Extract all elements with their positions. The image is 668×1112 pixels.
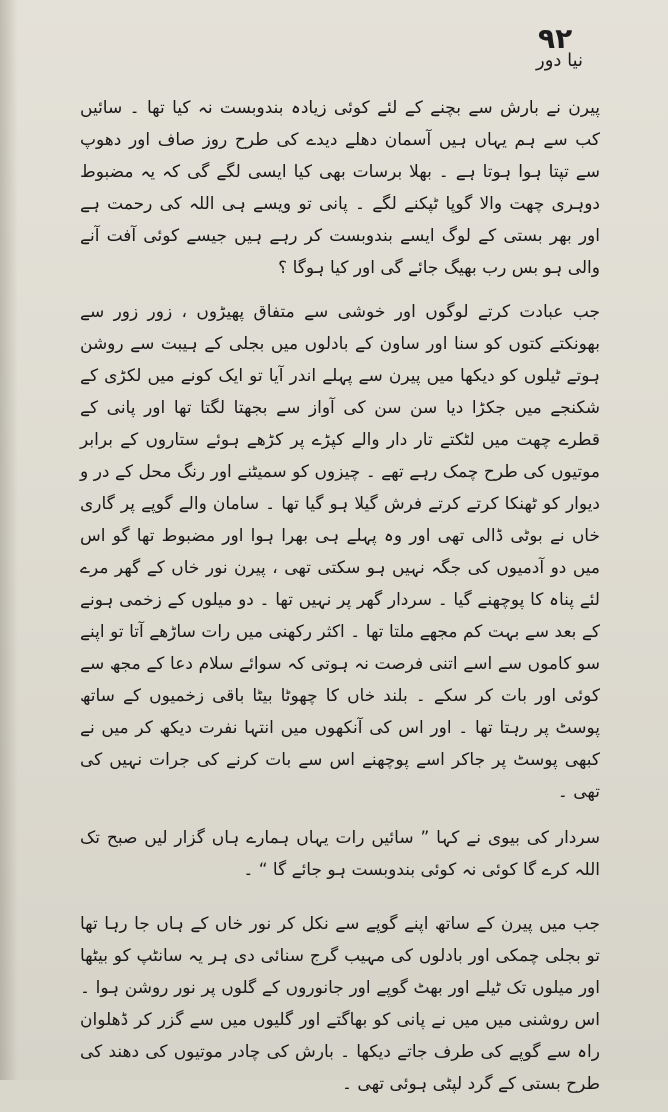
- scan-edge-shadow: [0, 0, 18, 1080]
- body-text: [80, 92, 600, 1112]
- page-number: ۹۲: [538, 22, 573, 55]
- running-head: نیا دور: [536, 50, 584, 71]
- paragraph-4: جب میں پیرن کے ساتھ اپنے گوپے سے نکل کر نور خاں کے ہاں جا رہا تھا تو بجلی چمکی اور بادلوں کی مہیب گرج سنائی دی ہر یہ سانٹپ کو بیٹھا اور میلوں تک ٹیلے اور بھٹ گوپے اور جانوروں کے گلوں پر نور روشن ہوا ۔ اس روشنی میں میں نے پانی کو بھاگتے اور گلیوں میں سے گزر کر ڈھلوان راہ سے گوپے کی طرف جاتے دیکھا ۔ بارش کی چادر موتیوں کی دھند کی طرح بستی کے گرد لپٹی ہوئی تھی ۔: [80, 914, 600, 1094]
- paragraph-3: سردار کی بیوی نے کہا ” سائیں رات یہاں ہمارے ہاں گزار لیں صبح تک اللہ کرے گا کوئی نہ کوئی بندوبست ہو جائے گا “ ۔: [80, 828, 600, 880]
- paragraph-1: پیرن نے بارش سے بچنے کے لئے کوئی زیادہ بندوبست نہ کیا تھا ۔ سائیں کب سے ہم یہاں ہیں آسمان دھلے دیدے کی طرح روز صاف اور دھوپ سے تپتا ہوا ہوتا ہے ۔ بھلا برسات بھی کیا ایسی لگے گی کہ یہ مضبوط دوہری چھت والا گوپا ٹپکنے لگے ۔ پانی تو ویسے ہی اللہ کی رحمت ہے اور بھر بستی کے لوگ ایسے بندوبست کر رہے ہیں جیسے کوئی آفت آنے والی ہو بس رب بھیگ جائے گی اور کیا ہوگا ؟: [80, 98, 600, 278]
- paragraph-2: جب عبادت کرتے لوگوں اور خوشی سے متفاق پھیڑوں ، زور زور سے بھونکتے کتوں کو سنا اور ساون کے بادلوں میں بجلی کے ہیبت سے روشن ہوتے ٹیلوں کو دیکھا میں پیرن سے پہلے اندر آیا تو ایک کونے میں لکڑی کے شکنجے میں جکڑا دیا سن سن کی آواز سے بجھتا لگتا تھا اور پانی کے قطرے چھت میں لٹکتے تار دار والے کپڑے پر کڑھے ہوئے ستاروں کے برابر موتیوں کی طرح چمک رہے تھے ۔ چیزوں کو سمیٹنے اور رنگ محل کے در و دیوار کو ٹھنکا کرتے کرتے فرش گیلا ہو گیا تھا ۔ سامان والے گوپے پر گاری خاں نے بوٹی ڈالی تھی اور وہ پہلے ہی بھرا ہوا اور مضبوط تھا گو اس میں دو آدمیوں کی جگہ نہیں ہو سکتی تھی ، پیرن نور خاں کے گھر مرے لئے پناہ کا پوچھنے گیا ۔ سردار گھر پر نہیں تھا ۔ دو میلوں کے زخمی ہونے کے بعد سے بہت کم مجھے ملتا تھا ۔ اکثر رکھنی میں رات ساڑھے آتا تو اپنے سو کاموں سے اسے اتنی فرصت نہ ہوتی کہ سوائے سلام دعا کے مجھ سے کوئی اور بات کر سکے ۔ بلند خاں کا چھوٹا بیٹا باقی زخمیوں کے ساتھ پوسٹ پر رہتا تھا ۔ اور اس کی آنکھوں میں انتہا نفرت دیکھ کر میں نے کبھی پوسٹ پر جاکر اسے پوچھنے اس سے بات کرنے کی جرات نہیں کی تھی ۔: [80, 302, 600, 802]
